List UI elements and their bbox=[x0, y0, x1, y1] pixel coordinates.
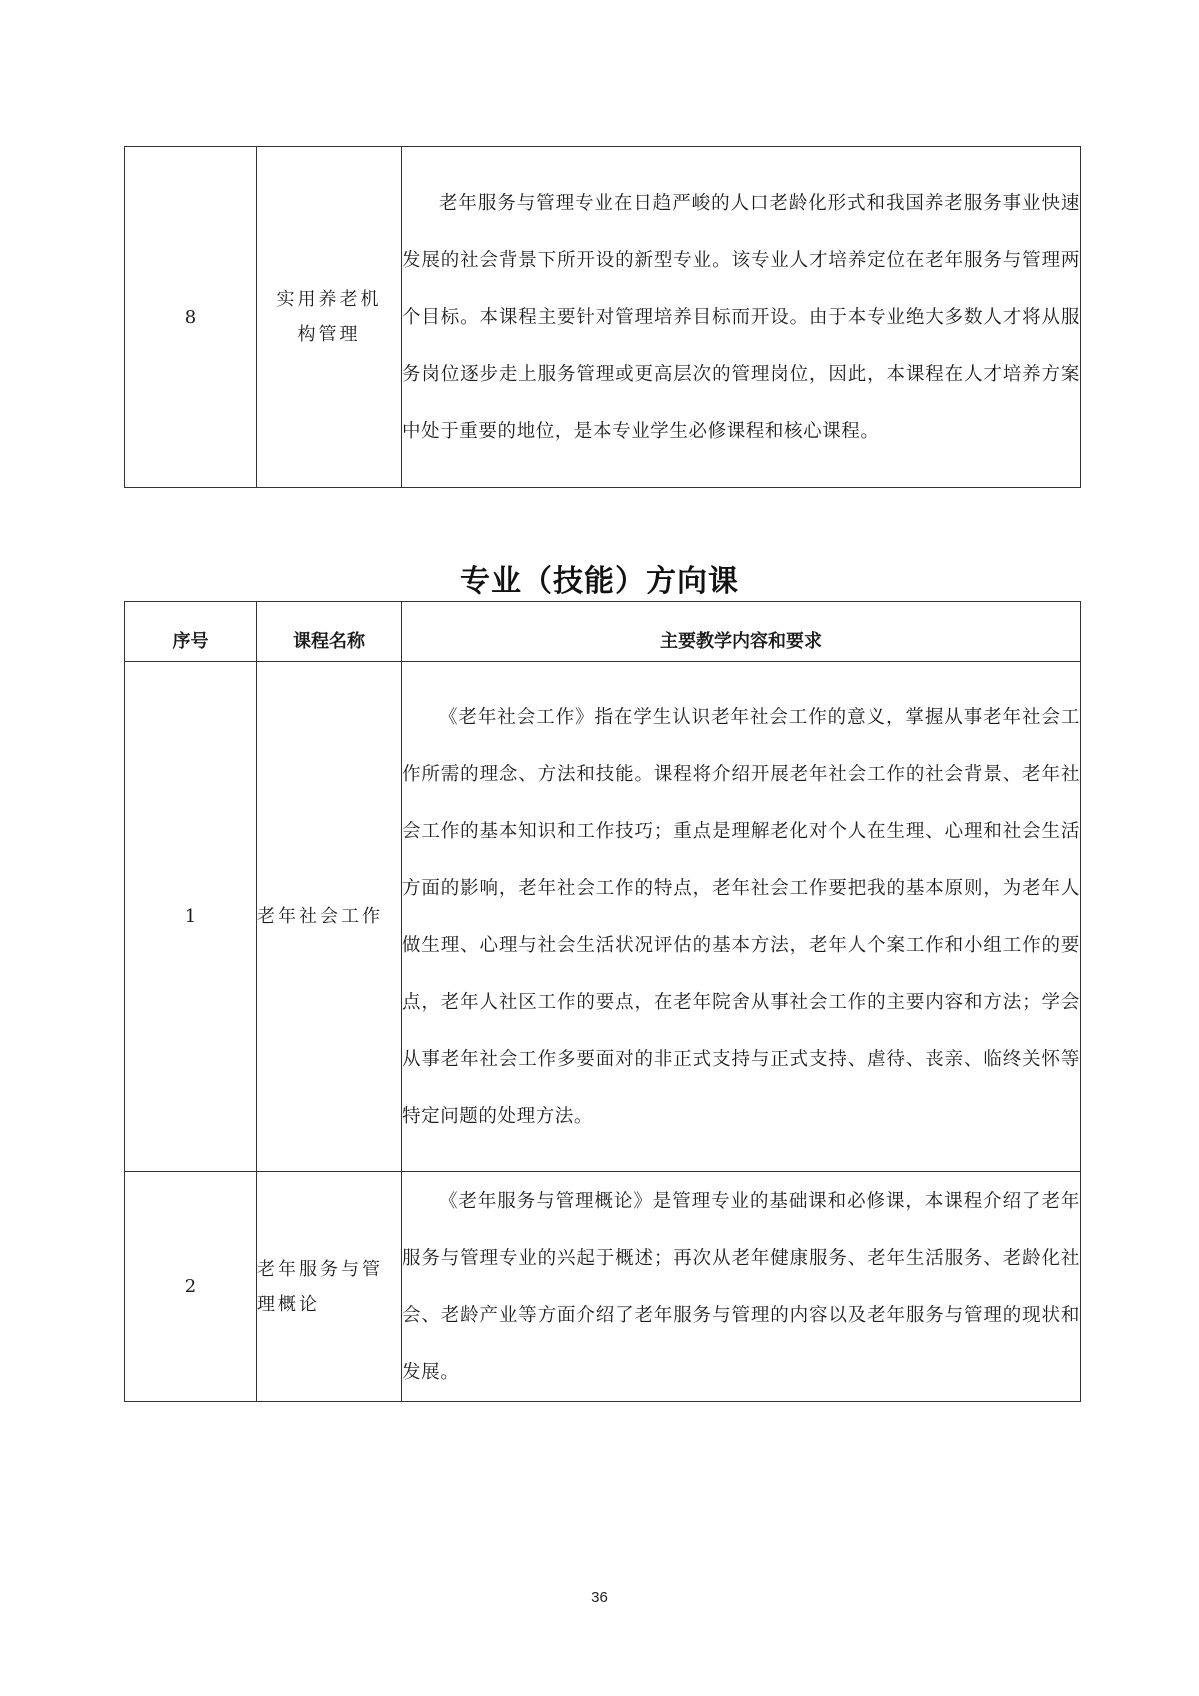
course-table-continued bbox=[124, 146, 1081, 488]
course-description: 《老年服务与管理概论》是管理专业的基础课和必修课，本课程介绍了老年服务与管理专业的兴起于概述；再次从老年健康服务、老年生活服务、老龄化社会、老龄产业等方面介绍了老年服务与管理的内容以及老年服务与管理的现状和发展。 bbox=[402, 1172, 1081, 1402]
header-content: 主要教学内容和要求 bbox=[402, 602, 1081, 662]
course-description: 老年服务与管理专业在日趋严峻的人口老龄化形式和我国养老服务事业快速发展的社会背景下所开设的新型专业。该专业人才培养定位在老年服务与管理两个目标。本课程主要针对管理培养目标而开设。由于本专业绝大多数人才将从服务岗位逐步走上服务管理或更高层次的管理岗位，因此，本课程在人才培养方案中处于重要的地位，是本专业学生必修课程和核心课程。 bbox=[402, 147, 1081, 488]
header-number: 序号 bbox=[125, 602, 257, 662]
table-row bbox=[125, 147, 1081, 488]
course-name: 老年服务与管理概论 bbox=[257, 1172, 402, 1402]
course-number: 2 bbox=[125, 1172, 257, 1402]
table-header-row bbox=[125, 602, 1081, 662]
course-name: 实用养老机构管理 bbox=[257, 147, 402, 488]
course-number: 8 bbox=[125, 147, 257, 488]
table-row bbox=[125, 662, 1081, 1172]
section-title: 专业（技能）方向课 bbox=[460, 564, 739, 599]
course-number: 1 bbox=[125, 662, 257, 1172]
course-description: 《老年社会工作》指在学生认识老年社会工作的意义，掌握从事老年社会工作所需的理念、方法和技能。课程将介绍开展老年社会工作的社会背景、老年社会工作的基本知识和工作技巧；重点是理解老化对个人在生理、心理和社会生活方面的影响，老年社会工作的特点，老年社会工作要把我的基本原则，为老年人做生理、心理与社会生活状况评估的基本方法，老年人个案工作和小组工作的要点，老年人社区工作的要点，在老年院舍从事社会工作的主要内容和方法；学会从事老年社会工作多要面对的非正式支持与正式支持、虐待、丧亲、临终关怀等特定问题的处理方法。 bbox=[402, 662, 1081, 1172]
table-row bbox=[125, 1172, 1081, 1402]
page-number: 36 bbox=[591, 1589, 608, 1606]
header-course-name: 课程名称 bbox=[257, 602, 402, 662]
course-table-direction bbox=[124, 601, 1081, 1402]
course-name: 老年社会工作 bbox=[257, 662, 402, 1172]
